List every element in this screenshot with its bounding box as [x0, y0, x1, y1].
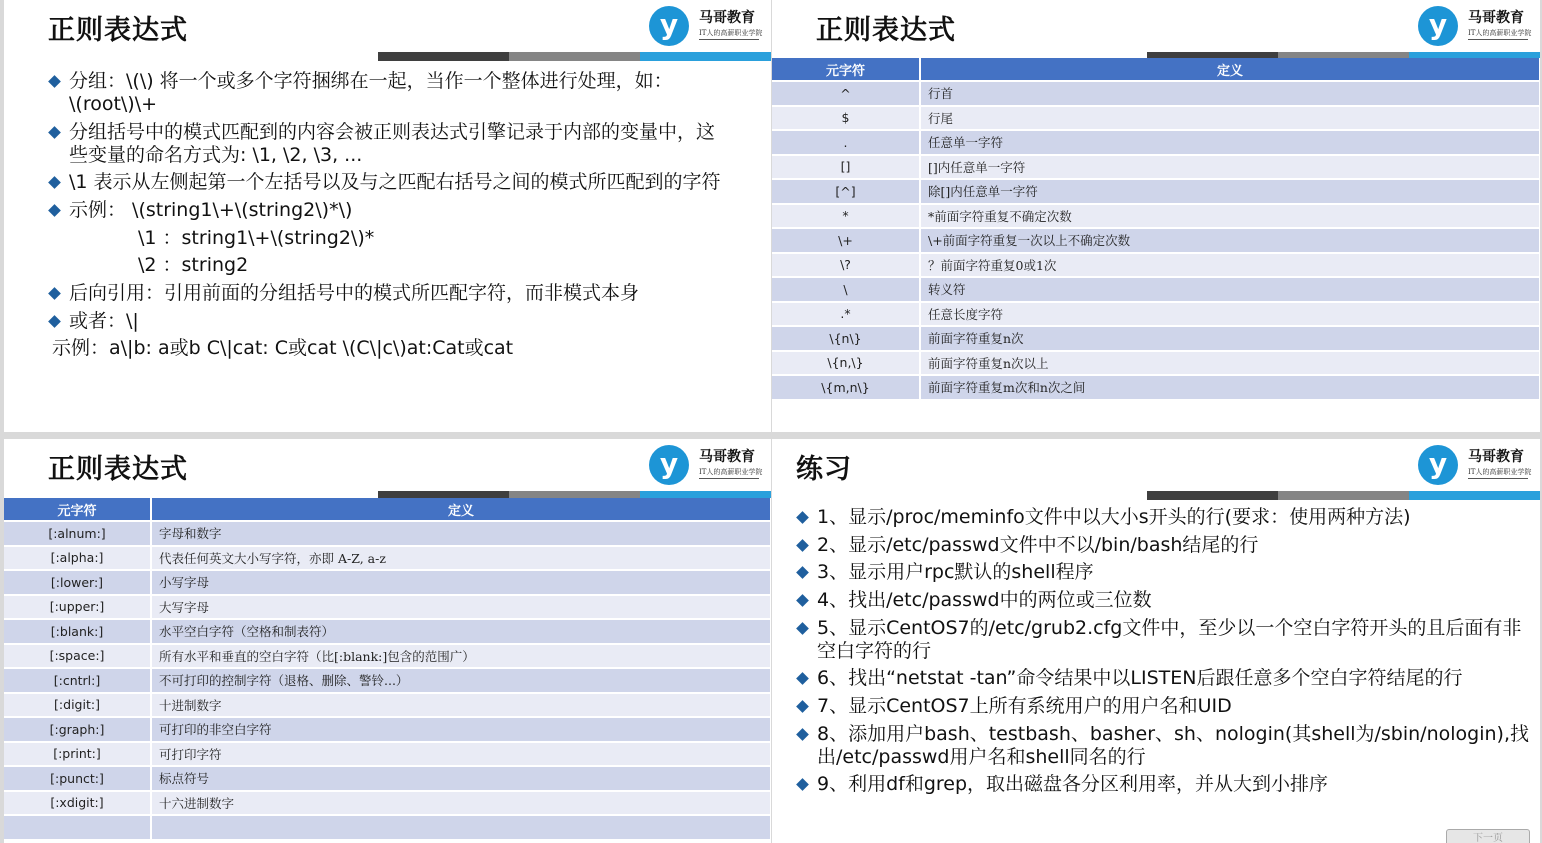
logo-icon: y: [649, 6, 689, 46]
metachar-cell: [:xdigit:]: [4, 791, 151, 816]
metachar-cell: [:lower:]: [4, 570, 151, 595]
table-row: [4, 644, 771, 669]
table-header: 定义: [151, 498, 771, 521]
metachar-cell: [^]: [772, 179, 920, 204]
bullet-item: [50, 70, 673, 116]
slide-title: 正则表达式: [48, 454, 188, 485]
bullet-line: \(root\)\+: [69, 93, 158, 115]
table-row: [4, 815, 771, 839]
exercise-line: 5、显示CentOS7的/etc/grub2.cfg文件中，至少以一个空白字符开头的且后面有非: [817, 617, 1522, 639]
definition-cell: 前面字符重复m次和n次之间: [920, 375, 1540, 399]
bullet-item: [50, 171, 721, 194]
bullet-line: \1 表示从左侧起第一个左括号以及与之匹配右括号之间的模式所匹配到的字符: [69, 171, 721, 193]
logo-icon: y: [1418, 6, 1458, 46]
exercise-item: [798, 506, 1410, 529]
definition-cell: 转义符: [920, 277, 1540, 302]
exercise-item: [798, 534, 1258, 557]
table-row: [4, 521, 771, 546]
exercise-line: 9、利用df和grep，取出磁盘各分区利用率，并从大到小排序: [817, 773, 1329, 795]
table-row: [772, 155, 1540, 180]
exercise-line: 1、显示/proc/meminfo文件中以大小s开头的行(要求：使用两种方法): [817, 506, 1411, 528]
table-header: 元字符: [772, 58, 920, 81]
metachar-cell: *: [772, 204, 920, 229]
slide-posix-class-table: [4, 439, 771, 843]
slide-title: 正则表达式: [48, 15, 188, 46]
bullet-item: [50, 310, 139, 333]
metachar-cell: []: [772, 155, 920, 180]
table-row: [4, 668, 771, 693]
logo: [1418, 445, 1530, 485]
logo-icon: y: [649, 445, 689, 485]
definition-cell: 小写字母: [151, 570, 771, 595]
table-row: [4, 742, 771, 767]
logo-icon: y: [1418, 445, 1458, 485]
exercise-item: [798, 695, 1232, 718]
metachar-cell: [:print:]: [4, 742, 151, 767]
definition-cell: 不可打印的控制字符（退格、删除、警铃...）: [151, 668, 771, 693]
table-row: [772, 81, 1540, 106]
exercise-line: 3、显示用户rpc默认的shell程序: [817, 561, 1094, 583]
exercise-item: [798, 589, 1152, 612]
definition-cell: 前面字符重复n次: [920, 326, 1540, 351]
definition-cell: 可打印的非空白字符: [151, 717, 771, 742]
exercise-line: 空白字符的行: [817, 640, 932, 662]
table-row: [772, 277, 1540, 302]
slide-title: 正则表达式: [816, 15, 956, 46]
table-row: [4, 717, 771, 742]
table-row: [772, 228, 1540, 253]
definition-cell: []内任意单一字符: [920, 155, 1540, 180]
bullet-line: 些变量的命名方式为: \1, \2, \3, ...: [69, 144, 363, 166]
example-line: \2 ：string2: [138, 254, 249, 276]
metachar-cell: [4, 815, 151, 839]
metachar-cell: .*: [772, 302, 920, 327]
definition-cell: ？前面字符重复0或1次: [920, 253, 1540, 278]
logo-tagline: IT人的高薪职业学院: [699, 29, 763, 37]
metachar-cell: .: [772, 130, 920, 155]
definition-cell: 十六进制数字: [151, 791, 771, 816]
metachar-cell: [:upper:]: [4, 595, 151, 620]
table-header: 元字符: [4, 498, 151, 521]
logo-name: 马哥教育: [1468, 10, 1524, 26]
metachar-cell: [:alpha:]: [4, 546, 151, 571]
bullet-item: [50, 199, 352, 222]
metachar-cell: \{n,\}: [772, 351, 920, 376]
table-row: [4, 570, 771, 595]
table-row: [4, 595, 771, 620]
metachar-table: [772, 58, 1540, 399]
exercise-item: [798, 723, 1529, 769]
logo-underline: [1468, 39, 1528, 40]
table-row: [772, 302, 1540, 327]
metachar-cell: \{n\}: [772, 326, 920, 351]
title-divider-bars: [378, 52, 771, 61]
metachar-cell: \: [772, 277, 920, 302]
posix-class-table: [4, 498, 771, 839]
definition-cell: 任意单一字符: [920, 130, 1540, 155]
exercise-item: [798, 561, 1094, 584]
logo-name: 马哥教育: [699, 10, 755, 26]
metachar-cell: \?: [772, 253, 920, 278]
table-row: [772, 130, 1540, 155]
definition-cell: [151, 815, 771, 839]
bullet-item: [50, 121, 715, 167]
slide-title: 练习: [796, 454, 852, 485]
logo: [1418, 6, 1530, 46]
metachar-cell: [:digit:]: [4, 693, 151, 718]
definition-cell: 可打印字符: [151, 742, 771, 767]
title-divider-bars: [1147, 491, 1540, 500]
table-row: [4, 546, 771, 571]
footer-example: 示例：a\|b: a或b C\|cat: C或cat \(C\|c\)at:Cat或cat: [52, 337, 514, 359]
bullet-line: 后向引用：引用前面的分组括号中的模式所匹配字符，而非模式本身: [69, 282, 640, 304]
definition-cell: 除[]内任意单一字符: [920, 179, 1540, 204]
table-row: [772, 179, 1540, 204]
table-row: [772, 351, 1540, 376]
bullet-line: 分组：\(\) 将一个或多个字符捆绑在一起，当作一个整体进行处理，如：: [69, 70, 673, 92]
bullet-line: 示例： \(string1\+\(string2\)*\): [69, 199, 353, 221]
table-row: [772, 204, 1540, 229]
metachar-cell: [:blank:]: [4, 619, 151, 644]
metachar-cell: [:space:]: [4, 644, 151, 669]
definition-cell: 前面字符重复n次以上: [920, 351, 1540, 376]
metachar-cell: [:graph:]: [4, 717, 151, 742]
definition-cell: 水平空白字符（空格和制表符）: [151, 619, 771, 644]
table-row: [772, 106, 1540, 131]
exercise-line: 2、显示/etc/passwd文件中不以/bin/bash结尾的行: [817, 534, 1259, 556]
table-row: [4, 619, 771, 644]
table-row: [4, 766, 771, 791]
bullet-line: 分组括号中的模式匹配到的内容会被正则表达式引擎记录于内部的变量中，这: [69, 121, 716, 143]
table-row: [772, 326, 1540, 351]
definition-cell: 任意长度字符: [920, 302, 1540, 327]
slide-regex-groups: [4, 0, 771, 432]
logo-name: 马哥教育: [699, 449, 755, 465]
metachar-cell: ^: [772, 81, 920, 106]
metachar-cell: [:alnum:]: [4, 521, 151, 546]
metachar-cell: [:punct:]: [4, 766, 151, 791]
table-row: [4, 791, 771, 816]
exercise-line: 4、找出/etc/passwd中的两位或三位数: [817, 589, 1152, 611]
exercise-line: 出/etc/passwd用户名和shell同名的行: [817, 746, 1146, 768]
exercise-line: 8、添加用户bash、testbash、basher、sh、nologin(其shell为/sbin/nologin),找: [817, 723, 1529, 745]
definition-cell: 行尾: [920, 106, 1540, 131]
definition-cell: \+前面字符重复一次以上不确定次数: [920, 228, 1540, 253]
metachar-cell: $: [772, 106, 920, 131]
metachar-cell: \{m,n\}: [772, 375, 920, 399]
bullet-line: 或者：\|: [69, 310, 139, 332]
example-line: \1 ：string1\+\(string2\)*: [138, 227, 375, 249]
definition-cell: 行首: [920, 81, 1540, 106]
definition-cell: 字母和数字: [151, 521, 771, 546]
exercise-item: [798, 667, 1462, 690]
metachar-cell: [:cntrl:]: [4, 668, 151, 693]
logo-underline: [1468, 478, 1528, 479]
logo-underline: [699, 39, 759, 40]
slide-metachar-table: [772, 0, 1540, 432]
table-row: [772, 253, 1540, 278]
logo-tagline: IT人的高薪职业学院: [1468, 468, 1532, 476]
definition-cell: 标点符号: [151, 766, 771, 791]
definition-cell: 十进制数字: [151, 693, 771, 718]
definition-cell: 大写字母: [151, 595, 771, 620]
exercise-line: 7、显示CentOS7上所有系统用户的用户名和UID: [817, 695, 1232, 717]
definition-cell: 所有水平和垂直的空白字符（比[:blank:]包含的范围广）: [151, 644, 771, 669]
logo: [649, 445, 761, 485]
exercise-item: [798, 773, 1328, 796]
definition-cell: 代表任何英文大小写字符，亦即 A-Z, a-z: [151, 546, 771, 571]
table-row: [772, 375, 1540, 399]
table-row: [4, 693, 771, 718]
bullet-item: [50, 282, 639, 305]
next-page-button[interactable]: 下一页: [1446, 829, 1530, 843]
slide-exercises: [772, 439, 1540, 843]
logo-tagline: IT人的高薪职业学院: [1468, 29, 1532, 37]
exercise-line: 6、找出“netstat -tan”命令结果中以LISTEN后跟任意多个空白字符结尾的行: [817, 667, 1463, 689]
logo-underline: [699, 478, 759, 479]
exercise-item: [798, 617, 1521, 663]
table-header: 定义: [920, 58, 1540, 81]
logo-name: 马哥教育: [1468, 449, 1524, 465]
logo-tagline: IT人的高薪职业学院: [699, 468, 763, 476]
metachar-cell: \+: [772, 228, 920, 253]
definition-cell: *前面字符重复不确定次数: [920, 204, 1540, 229]
logo: [649, 6, 761, 46]
